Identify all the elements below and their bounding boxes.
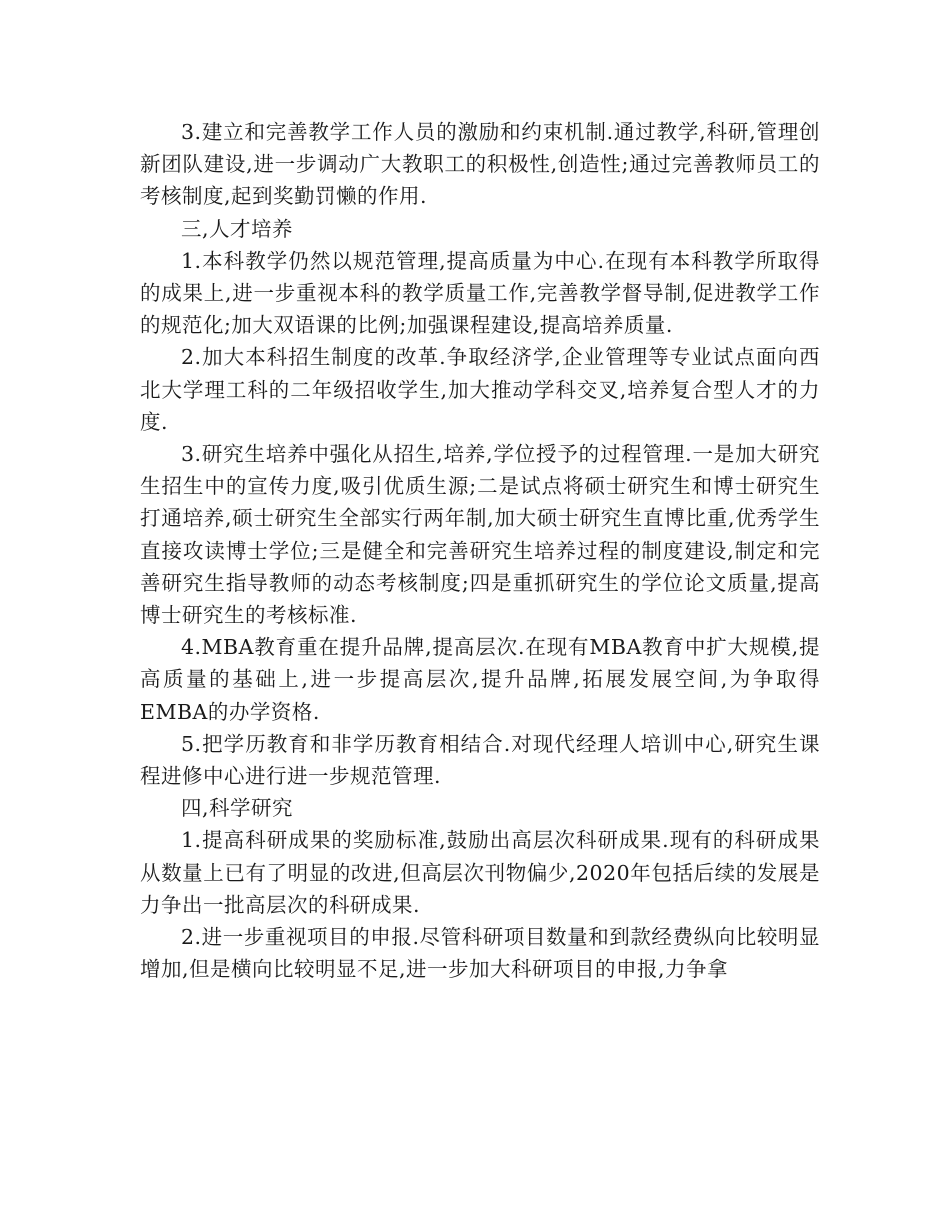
paragraph-incentive-mechanism: 3.建立和完善教学工作人员的激励和约束机制.通过教学,科研,管理创新团队建设,进一步调动广大教职工的积极性,创造性;通过完善教师员工的考核制度,起到奖勤罚懒的作用. (140, 120, 820, 209)
paragraph-undergraduate-admission: 2.加大本科招生制度的改革.争取经济学,企业管理等专业试点面向西北大学理工科的二年级招收学生,加大推动学科交叉,培养复合型人才的力度. (140, 345, 820, 434)
paragraph-mba-education: 4.MBA教育重在提升品牌,提高层次.在现有MBA教育中扩大规模,提高质量的基础上,进一步提高层次,提升品牌,拓展发展空间,为争取得EMBA的办学资格. (140, 635, 820, 724)
document-page (140, 116, 820, 985)
paragraph-graduate-training: 3.研究生培养中强化从招生,培养,学位授予的过程管理.一是加大研究生招生中的宣传力度,吸引优质生源;二是试点将硕士研究生和博士研究生打通培养,硕士研究生全部实行两年制,加大硕士研究生直博比重,优秀学生直接攻读博士学位;三是健全和完善研究生培养过程的制度建设,制定和完善研究生指导教师的动态考核制度;四是重抓研究生的学位论文质量,提高博士研究生的考核标准. (140, 442, 820, 628)
section-heading-scientific-research: 四,科学研究 (181, 796, 294, 821)
paragraph-research-awards: 1.提高科研成果的奖励标准,鼓励出高层次科研成果.现有的科研成果从数量上已有了明显的改进,但高层次刊物偏少,2020年包括后续的发展是力争出一批高层次的科研成果. (140, 828, 820, 917)
section-heading-talent-cultivation: 三,人才培养 (181, 216, 294, 241)
paragraph-undergraduate-teaching: 1.本科教学仍然以规范管理,提高质量为中心.在现有本科教学所取得的成果上,进一步重视本科的教学质量工作,完善教学督导制,促进教学工作的规范化;加大双语课的比例;加强课程建设,提高培养质量. (140, 248, 820, 338)
paragraph-project-applications: 2.进一步重视项目的申报.尽管科研项目数量和到款经费纵向比较明显增加,但是横向比较明显不足,进一步加大科研项目的申报,力争拿 (140, 925, 820, 982)
paragraph-degree-education: 5.把学历教育和非学历教育相结合.对现代经理人培训中心,研究生课程进修中心进行进一步规范管理. (140, 731, 820, 789)
